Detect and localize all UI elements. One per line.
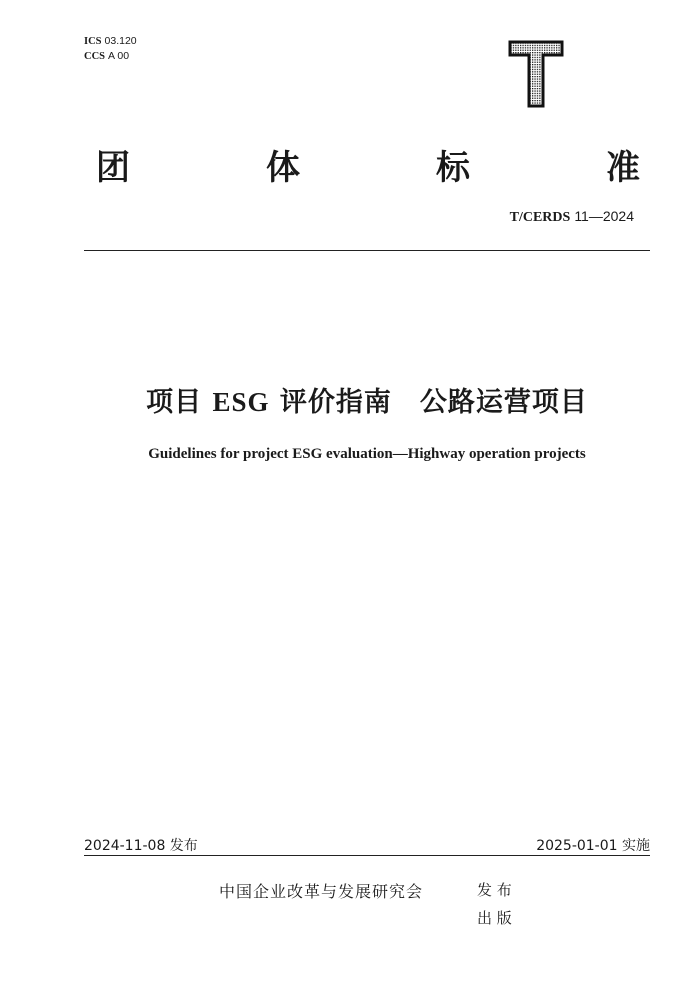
title-char: 标	[436, 148, 470, 188]
top-divider	[84, 250, 650, 251]
classification-codes	[84, 34, 137, 64]
standard-number: T/CERDS 11—2024	[509, 208, 634, 225]
document-title: 项目 ESG 评价指南 公路运营项目	[146, 387, 588, 418]
title-char: 准	[606, 148, 640, 188]
ics-code: ICS 03.120	[84, 35, 137, 47]
bottom-divider	[84, 855, 650, 856]
t-standard-logo	[508, 40, 564, 108]
implementation-date: 2025-01-01 实施	[536, 838, 650, 854]
title-char: 体	[266, 148, 300, 188]
issuing-organization: 中国企业改革与发展研究会	[219, 882, 424, 901]
publish-date: 2024-11-08 发布	[84, 838, 198, 854]
document-subtitle-english: Guidelines for project ESG evaluation—Highway operation projects	[148, 446, 586, 462]
ccs-code: CCS A 00	[84, 50, 130, 62]
title-char: 团	[96, 148, 130, 188]
print-label: 出 版	[477, 909, 512, 927]
standard-type-title	[96, 140, 640, 188]
publish-label: 发 布	[477, 881, 512, 899]
